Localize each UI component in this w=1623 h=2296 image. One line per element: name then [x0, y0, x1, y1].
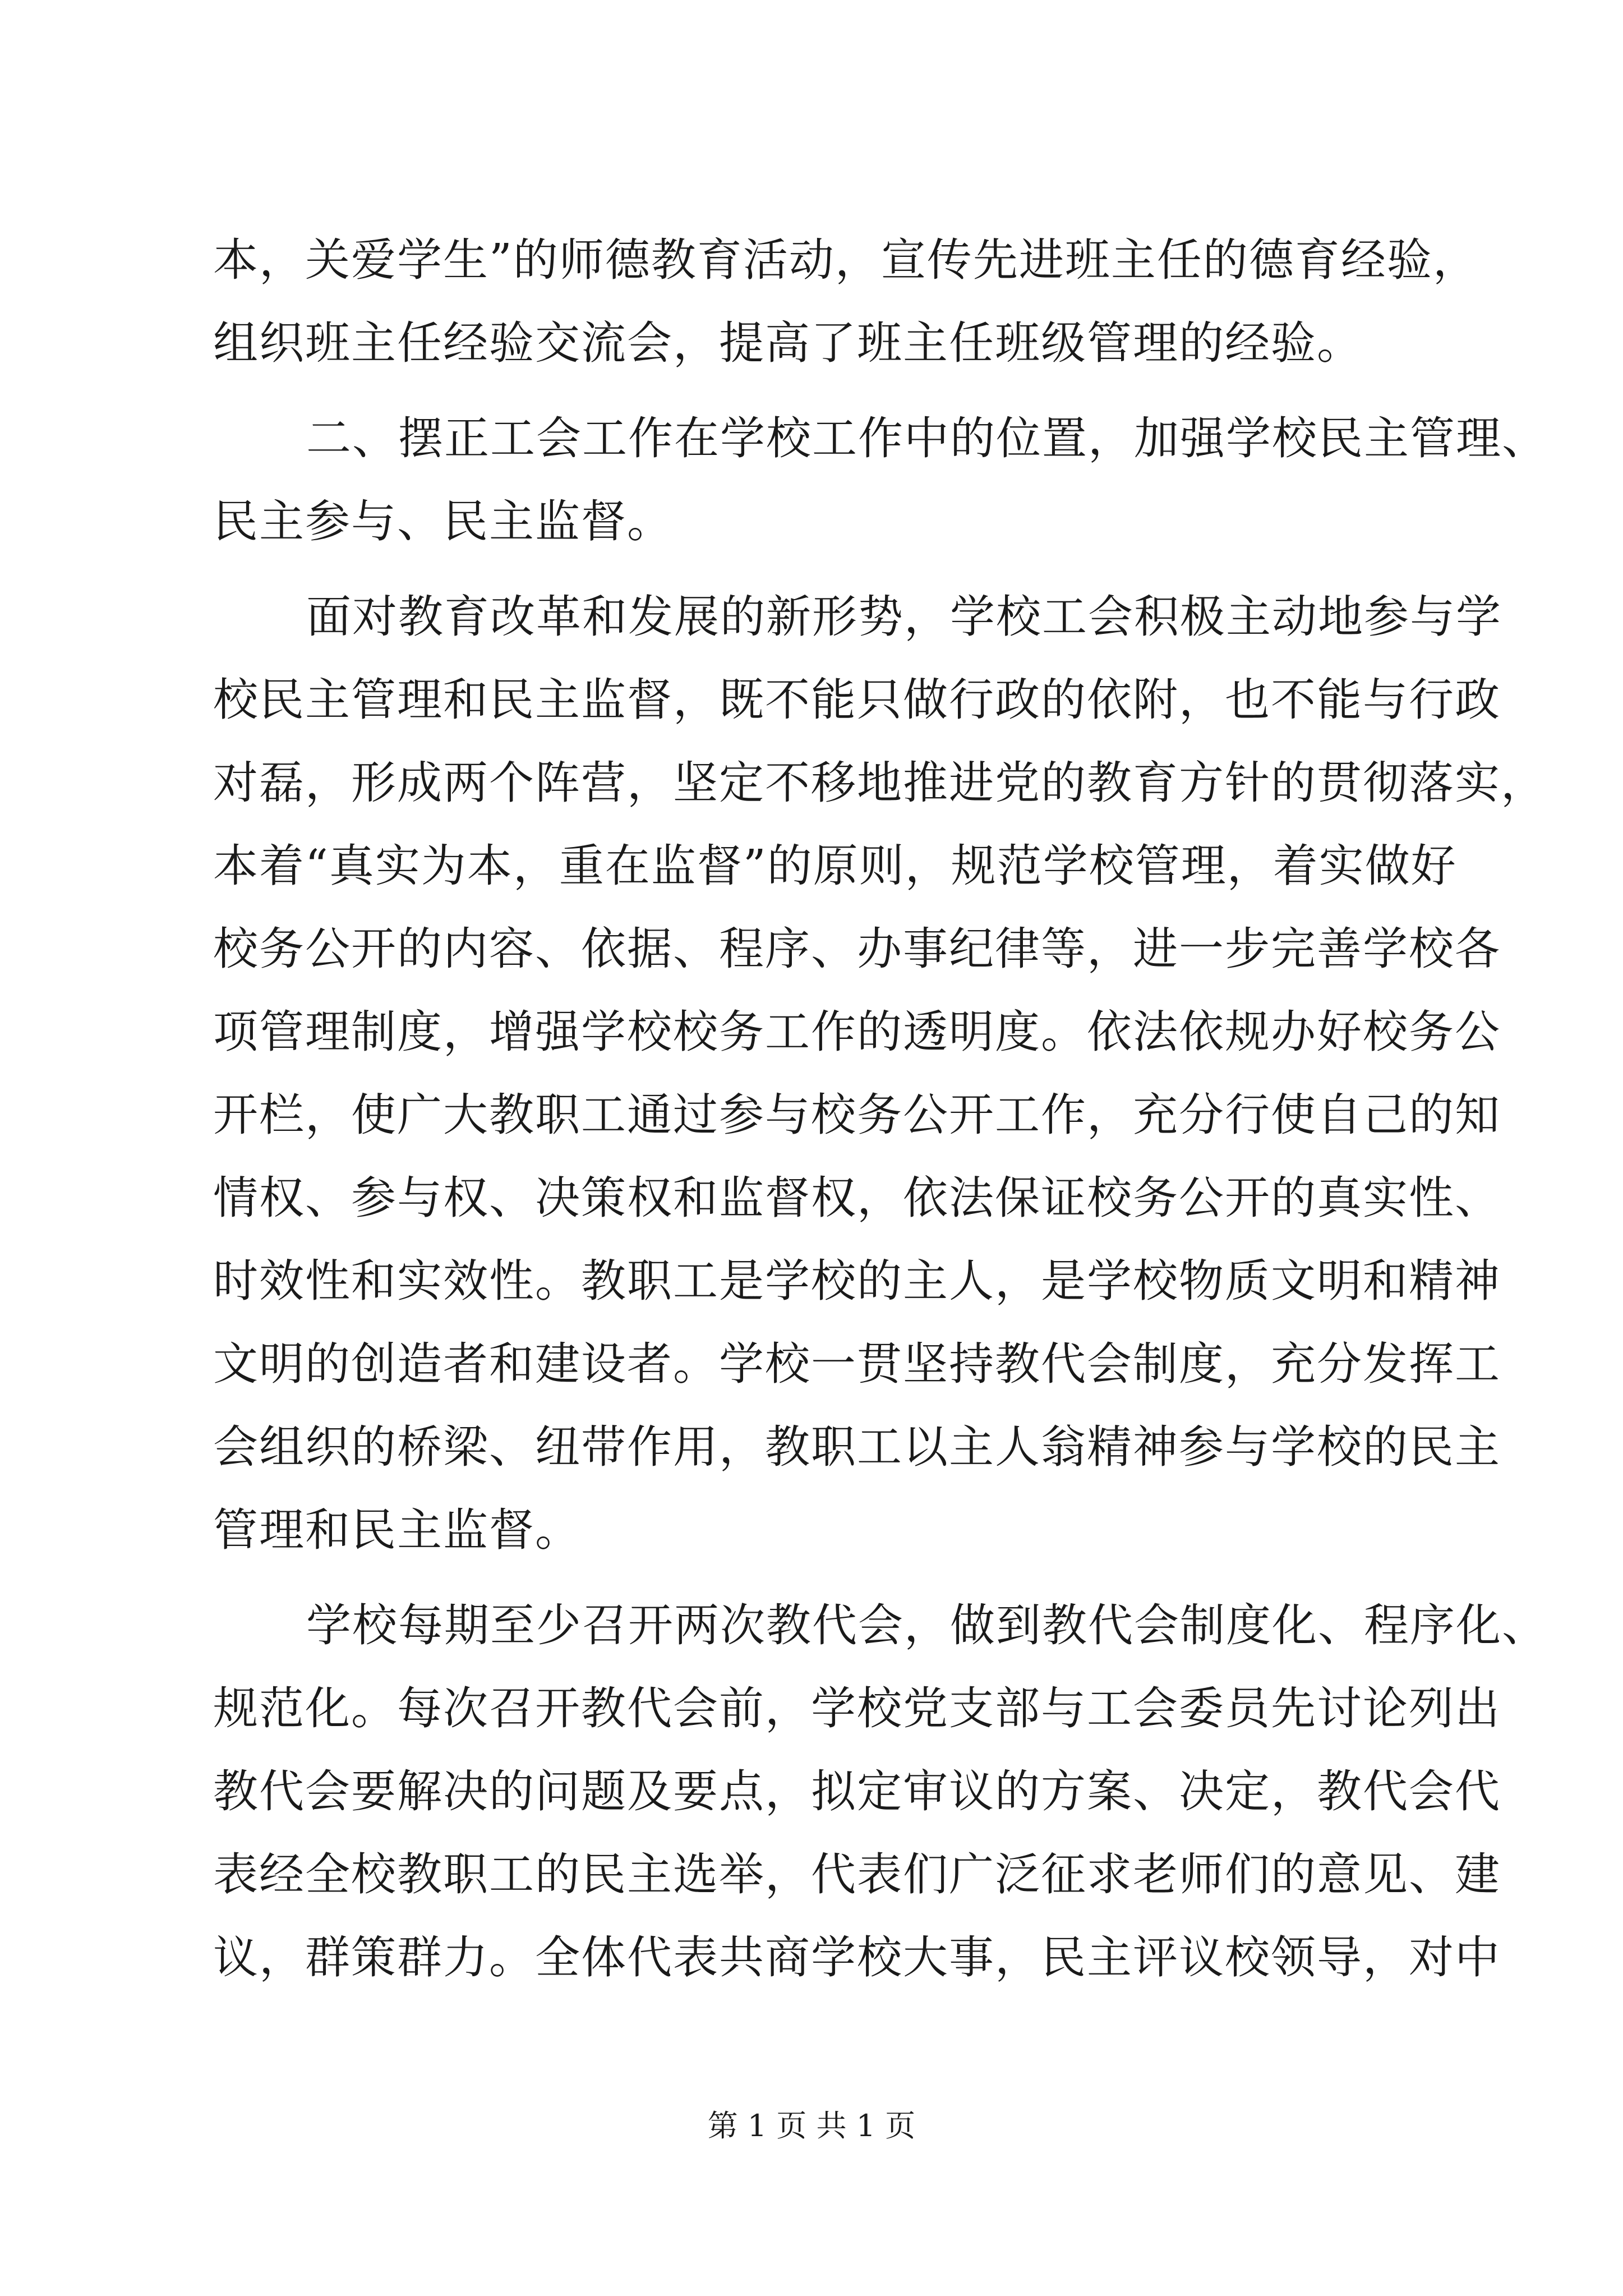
text-line: 文明的创造者和建设者。学校一贯坚持教代会制度，充分发挥工 — [213, 1338, 1501, 1390]
text-line: 对磊，形成两个阵营，坚定不移地推进党的教育方针的贯彻落实， — [213, 757, 1547, 809]
text-line: 校务公开的内容、依据、程序、办事纪律等，进一步完善学校各 — [213, 923, 1501, 975]
text-line: 校民主管理和民主监督，既不能只做行政的依附，也不能与行政 — [213, 674, 1501, 726]
text-line: 面对教育改革和发展的新形势，学校工会积极主动地参与学 — [306, 591, 1502, 643]
page-footer — [0, 2106, 1623, 2146]
document-body — [213, 219, 1548, 1999]
text-line: 时效性和实效性。教职工是学校的主人，是学校物质文明和精神 — [213, 1255, 1501, 1307]
text-line: 项管理制度，增强学校校务工作的透明度。依法依规办好校务公 — [213, 1006, 1501, 1058]
paragraph-gap — [213, 385, 1413, 397]
section-heading-line: 民主参与、民主监督。 — [213, 495, 673, 547]
text-line: 规范化。每次召开教代会前，学校党支部与工会委员先讨论列出 — [213, 1682, 1501, 1734]
page-number-label: 第 1 页 共 1 页 — [707, 2108, 916, 2143]
text-line: 议，群策群力。全体代表共商学校大事，民主评议校领导，对中 — [213, 1931, 1501, 1984]
text-line: 学校每期至少召开两次教代会，做到教代会制度化、程序化、 — [306, 1599, 1548, 1651]
paragraph-gap — [213, 563, 1413, 576]
paragraph-gap — [213, 1572, 1413, 1584]
text-line: 开栏，使广大教职工通过参与校务公开工作，充分行使自己的知 — [213, 1089, 1501, 1141]
text-line: 情权、参与权、决策权和监督权，依法保证校务公开的真实性、 — [213, 1172, 1501, 1224]
section-heading-line: 二、摆正工会工作在学校工作中的位置，加强学校民主管理、 — [306, 412, 1548, 464]
text-line: 本着“真实为本，重在监督”的原则，规范学校管理，着实做好 — [213, 840, 1457, 892]
text-line: 组织班主任经验交流会，提高了班主任班级管理的经验。 — [213, 317, 1363, 369]
text-line: 教代会要解决的问题及要点，拟定审议的方案、决定，教代会代 — [213, 1765, 1501, 1818]
text-line: 本，关爱学生”的师德教育活动，宣传先进班主任的德育经验， — [213, 234, 1479, 286]
text-line: 会组织的桥梁、纽带作用，教职工以主人翁精神参与学校的民主 — [213, 1421, 1501, 1473]
text-line: 管理和民主监督。 — [213, 1504, 581, 1556]
text-line: 表经全校教职工的民主选举，代表们广泛征求老师们的意见、建 — [213, 1848, 1501, 1901]
